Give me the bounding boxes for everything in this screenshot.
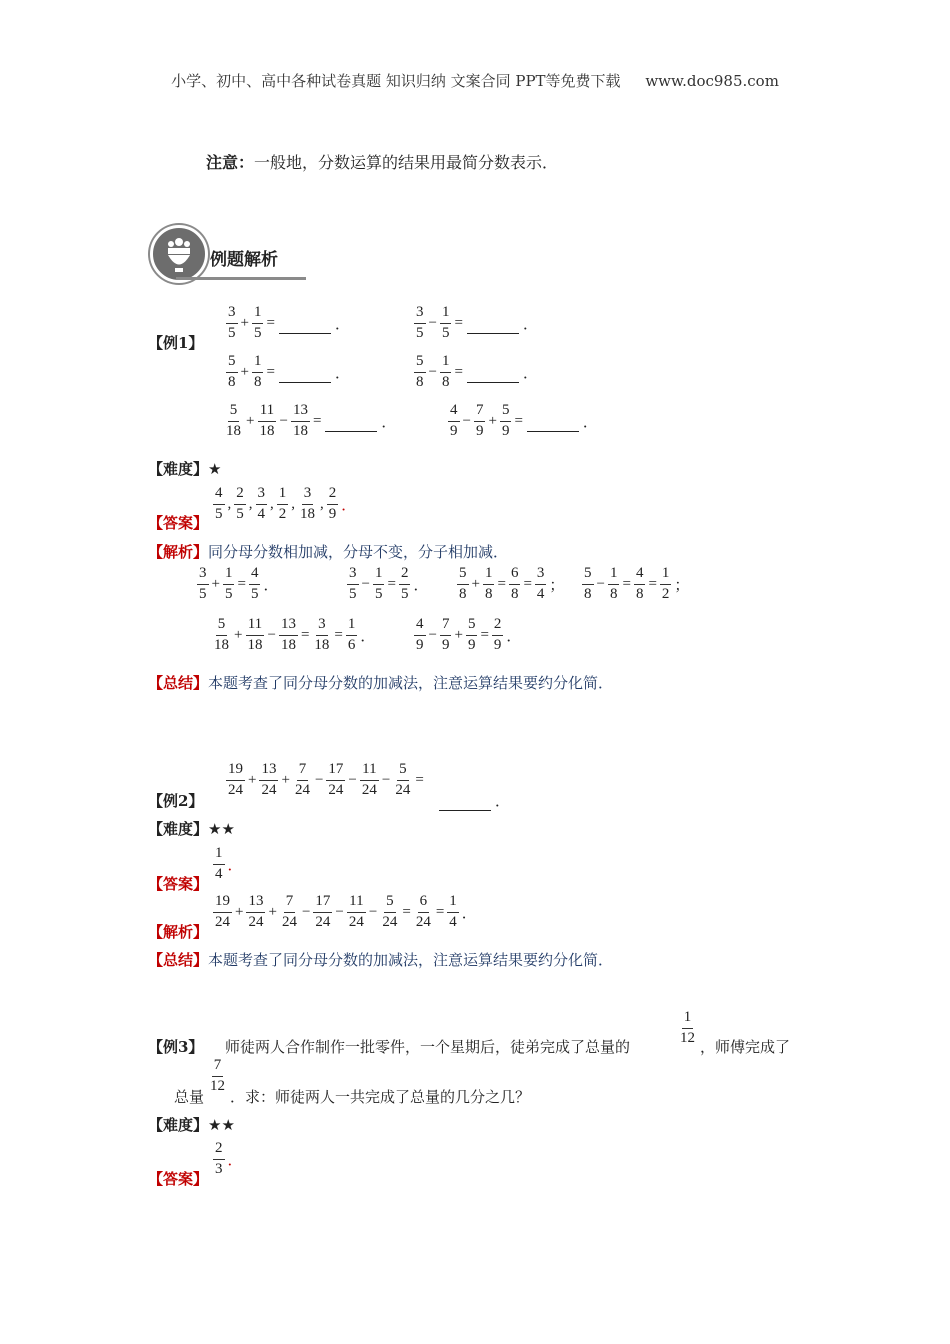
- ex3-frac1: $\frac{1}{12}$: [680, 1009, 695, 1046]
- ex3-text1: 师徒两人合作制作一批零件，一个星期后，徒弟完成了总量的: [225, 1038, 631, 1056]
- ex2-question: $\frac{19}{24}$ + $\frac{13}{24}$ + $\frac{7}{24}$ − $\frac{17}{24}$ − $\frac{11}{24}$ − $\frac{5}{24}$ =: [228, 761, 424, 798]
- ex2-summary: 【总结】本题考查了同分母分数的加减法，注意运算结果要约分化简．: [148, 951, 614, 969]
- ex2-blank: ．: [436, 790, 511, 811]
- ex3-tag: 【例3】: [148, 1038, 204, 1056]
- ex3-answer-tag: 【答案】: [148, 1170, 209, 1188]
- ex3-text2a: 总量: [174, 1088, 205, 1106]
- ex1-answer: $\frac{4}{5}$ , $\frac{2}{5}$ , $\frac{3}{4}$ , $\frac{1}{2}$ , $\frac{3}{18}$ , $\frac{2}{9}$ ．: [215, 485, 357, 522]
- ex2-answer-tag: 【答案】: [148, 875, 209, 893]
- ex1-answer-tag: 【答案】: [148, 514, 209, 532]
- ex2-difficulty: 【难度】★★: [148, 820, 235, 838]
- answer-blank[interactable]: [467, 368, 519, 383]
- answer-blank[interactable]: [527, 417, 579, 432]
- ex1-summary: 【总结】本题考查了同分母分数的加减法，注意运算结果要约分化简．: [148, 674, 614, 692]
- ex1-analysis: 【解析】同分母分数相加减，分母不变，分子相加减．: [148, 543, 509, 561]
- ex1-difficulty: 【难度】★: [148, 460, 222, 478]
- ex3-difficulty: 【难度】★★: [148, 1116, 235, 1134]
- ex2-tag: 【例2】: [148, 792, 204, 810]
- answer-blank[interactable]: [279, 368, 331, 383]
- header-text: 小学、初中、高中各种试卷真题 知识归纳 文案合同 PPT等免费下载: [171, 72, 621, 90]
- ex3-text1b: ，师傅完成了: [700, 1038, 791, 1056]
- ex1-work5: $\frac{5}{18}$ + $\frac{11}{18}$ − $\frac{13}{18}$ = $\frac{3}{18}$ = $\frac{1}{6}$ ．: [214, 616, 376, 653]
- header-url[interactable]: www.doc985.com: [645, 72, 779, 90]
- ex1-q1: $\frac{3}{5}$ + $\frac{1}{5}$ = ．: [228, 304, 350, 341]
- answer-blank[interactable]: [325, 417, 377, 432]
- ex1-q6: $\frac{4}{9}$ − $\frac{7}{9}$ + $\frac{5}{9}$ = ．: [450, 402, 598, 439]
- note: [206, 150, 558, 173]
- section-heading: [150, 225, 305, 285]
- ex1-q4: $\frac{5}{8}$ − $\frac{1}{8}$ = ．: [416, 353, 538, 390]
- note-label: 注意：: [206, 153, 255, 172]
- ex1-work4: $\frac{5}{8}$ − $\frac{1}{8}$ = $\frac{4}{8}$ = $\frac{1}{2}$ ；: [584, 565, 690, 602]
- ex1-work2: $\frac{3}{5}$ − $\frac{1}{5}$ = $\frac{2}{5}$ ．: [349, 565, 429, 602]
- answer-blank[interactable]: [467, 319, 519, 334]
- ex2-answer: $\frac{1}{4}$ ．: [215, 845, 243, 882]
- section-title: 例题解析: [210, 250, 278, 270]
- ex1-tag: 【例1】: [148, 334, 204, 352]
- ex3-text2b: ．求：师徒两人一共完成了总量的几分之几？: [230, 1088, 531, 1106]
- ex1-q5: $\frac{5}{18}$ + $\frac{11}{18}$ − $\frac{13}{18}$ = ．: [226, 402, 397, 439]
- ex1-work3: $\frac{5}{8}$ + $\frac{1}{8}$ = $\frac{6}{8}$ = $\frac{3}{4}$ ；: [459, 565, 565, 602]
- ex3-frac2: $\frac{7}{12}$: [210, 1057, 225, 1094]
- ex1-work1: $\frac{3}{5}$ + $\frac{1}{5}$ = $\frac{4}{5}$ ．: [199, 565, 279, 602]
- ex1-work6: $\frac{4}{9}$ − $\frac{7}{9}$ + $\frac{5}{9}$ = $\frac{2}{9}$ ．: [416, 616, 522, 653]
- trophy-icon: [150, 225, 208, 283]
- answer-blank[interactable]: [279, 319, 331, 334]
- title-underline: [176, 277, 306, 280]
- note-text: 一般地，分数运算的结果用最简分数表示．: [254, 153, 559, 172]
- ex1-q2: $\frac{3}{5}$ − $\frac{1}{5}$ = ．: [416, 304, 538, 341]
- ex1-q3: $\frac{5}{8}$ + $\frac{1}{8}$ = ．: [228, 353, 350, 390]
- page-header: [0, 70, 950, 91]
- answer-blank[interactable]: [439, 796, 491, 811]
- ex2-analysis-tag: 【解析】: [148, 923, 209, 941]
- ex2-analysis: $\frac{19}{24}$ + $\frac{13}{24}$ + $\frac{7}{24}$ − $\frac{17}{24}$ − $\frac{11}{24}$ − $\frac{5}{24}$ = $\frac{6}{24}$ = $\frac{1}{4}$ ．: [215, 893, 477, 930]
- ex3-answer: $\frac{2}{3}$ ．: [215, 1140, 243, 1177]
